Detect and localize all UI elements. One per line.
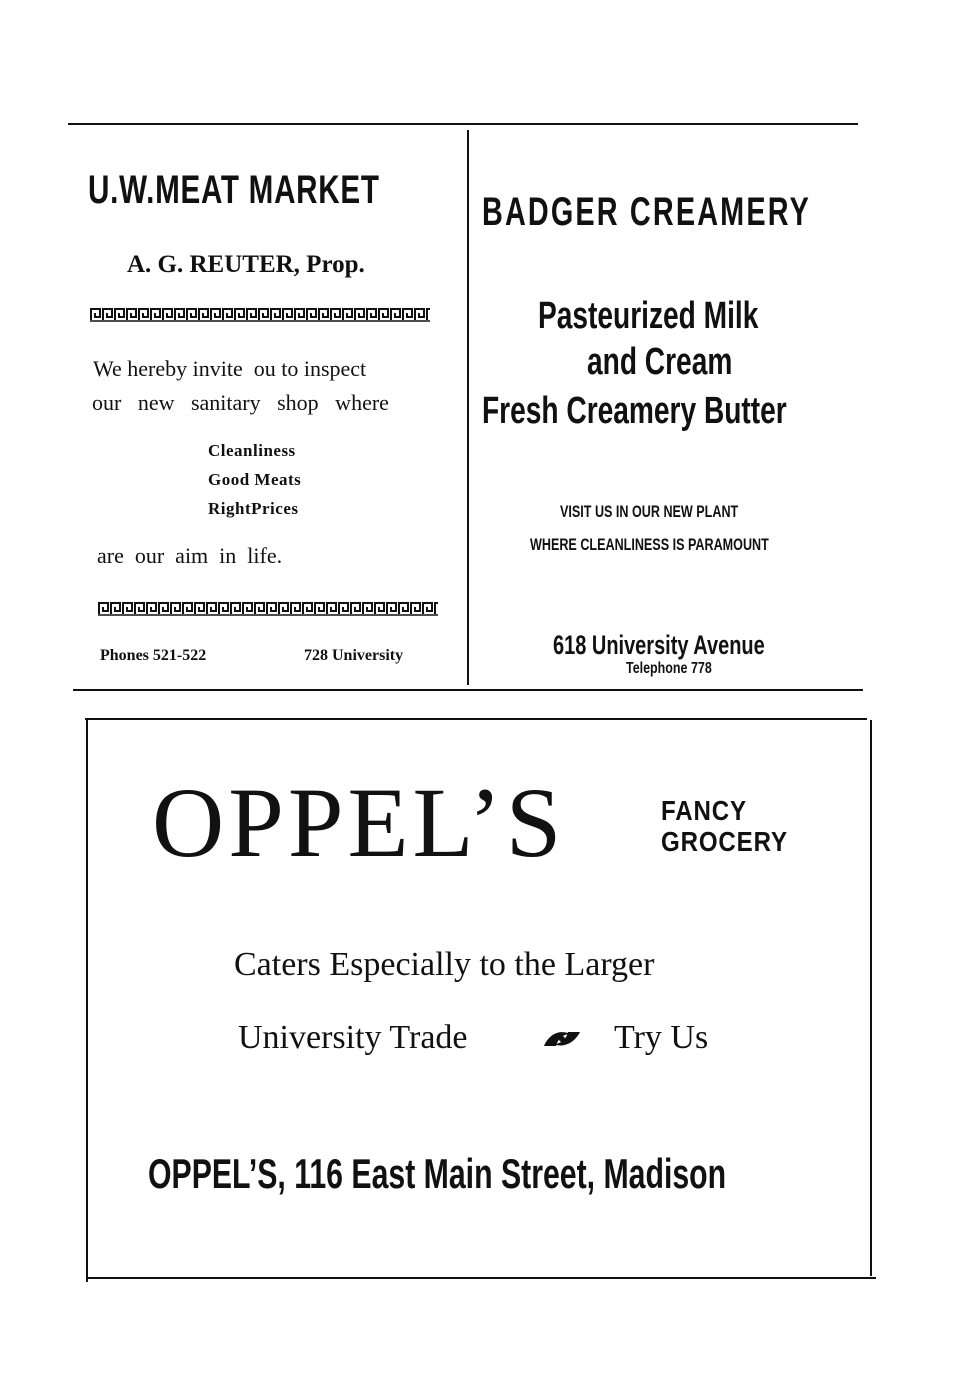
caters-line: Caters Especially to the Larger [234,946,655,983]
oppels-box-top [85,718,867,720]
visit-line-2: WHERE CLEANLINESS IS PARAMOUNT [530,535,769,554]
oppels-box-bottom [86,1277,876,1279]
oppels-box-left [86,720,88,1282]
meat-market-address: 728 University [304,647,404,664]
aim-right-prices: RightPrices [208,499,299,518]
creamery-address: 618 University Avenue [553,630,765,660]
products-line-3: Fresh Creamery Butter [482,390,787,432]
uw-meat-market-title: U.W.MEAT MARKET [88,168,380,212]
closing-line: are our aim in life. [97,543,283,568]
products-line-2: and Cream [587,341,733,383]
grocery-label: GROCERY [661,826,788,857]
try-us: Try Us [614,1019,709,1056]
invite-line-1: We hereby invite ou to inspect [93,356,367,381]
oppels-title: OPPEL’S [152,767,566,878]
fleuron-ornament-icon [540,1024,584,1054]
oppels-address-line: OPPEL’S, 116 East Main Street, Madison [148,1150,727,1197]
proprietor-line: A. G. REUTER, Prop. [127,251,365,278]
phones-line: Phones 521-522 [100,647,207,664]
upper-bottom-rule [73,689,863,691]
trade-line: University Trade [238,1019,468,1056]
aim-good-meats: Good Meats [208,470,302,489]
fancy-label: FANCY [661,795,747,826]
top-rule [68,123,858,125]
fret-border-top [90,306,430,322]
column-divider [467,130,469,685]
aim-cleanliness: Cleanliness [208,441,296,460]
fret-border-bottom [98,600,438,616]
products-line-1: Pasteurized Milk [538,295,759,337]
badger-creamery-title: BADGER CREAMERY [482,190,811,234]
visit-line-1: VISIT US IN OUR NEW PLANT [560,502,739,521]
creamery-telephone: Telephone 778 [626,660,712,677]
oppels-box-right [870,720,872,1276]
invite-line-2: our new sanitary shop where [92,390,389,415]
